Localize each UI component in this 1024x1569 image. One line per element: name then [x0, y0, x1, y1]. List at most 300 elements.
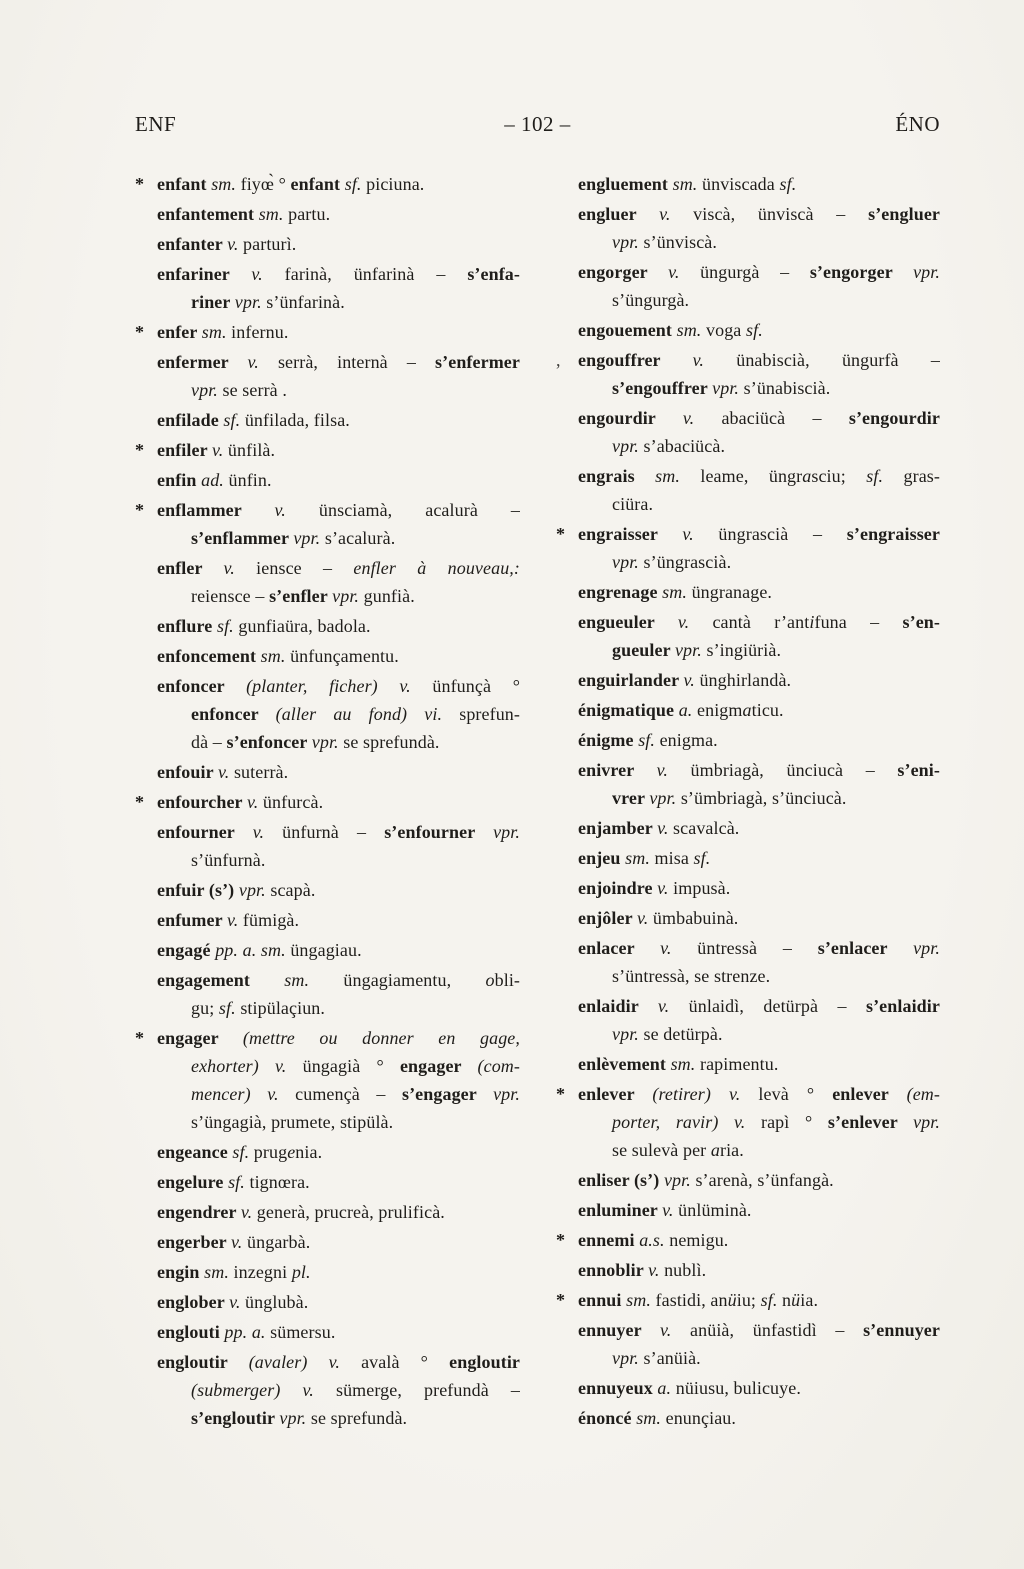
- text-run: vpr.: [712, 378, 744, 398]
- text-run: sümersu.: [270, 1322, 336, 1342]
- text-run: ennuyeux: [578, 1378, 658, 1398]
- text-run: v.: [247, 352, 278, 372]
- text-run: vrer: [612, 788, 650, 808]
- text-run: sm.: [655, 466, 701, 486]
- text-run: misa: [654, 848, 694, 868]
- entry-line: [157, 1168, 520, 1196]
- entry-line: [157, 582, 520, 610]
- text-run: serrà, internà –: [277, 352, 436, 372]
- text-run: sümerge, prefundà –: [335, 1380, 520, 1400]
- text-run: s’ünviscà.: [643, 232, 717, 252]
- dictionary-entry: [556, 756, 940, 812]
- text-run: enigm: [697, 700, 743, 720]
- text-run: sm.: [211, 174, 241, 194]
- text-run: porter, ravir) v.: [612, 1112, 761, 1132]
- text-run: ünghirlandà.: [699, 670, 792, 690]
- entry-line: [157, 1108, 520, 1136]
- text-run: sf.: [218, 998, 241, 1018]
- text-run: funa –: [814, 612, 903, 632]
- text-run: mencer) v.: [191, 1084, 296, 1104]
- text-run: üngagiamentu,: [343, 970, 486, 990]
- text-run: (planter, ficher) v.: [246, 676, 433, 696]
- dictionary-entry: [556, 666, 940, 694]
- text-run: v.: [252, 822, 283, 842]
- entry-line: [578, 170, 940, 198]
- text-run: ünfilada, filsa.: [244, 410, 350, 430]
- text-run: fastidi, an: [655, 1290, 728, 1310]
- text-run: gu;: [191, 998, 219, 1018]
- entry-line: [578, 784, 940, 812]
- text-run: (em-: [906, 1084, 940, 1104]
- text-run: sf.: [693, 848, 711, 868]
- text-run: ümbabuinà.: [652, 908, 739, 928]
- text-run: fiyœ̀ °: [240, 174, 291, 194]
- text-run: stipülaçiun.: [240, 998, 325, 1018]
- text-run: v.: [660, 938, 698, 958]
- star-marker: *: [556, 1230, 566, 1250]
- text-run: rapimentu.: [699, 1054, 779, 1074]
- entry-line: [578, 1226, 940, 1254]
- dictionary-entry: [556, 346, 940, 402]
- dictionary-entry: [135, 230, 520, 258]
- text-run: partu.: [288, 204, 331, 224]
- dictionary-entry: [135, 642, 520, 670]
- text-run: vpr.: [612, 552, 644, 572]
- text-run: leame, üngr: [700, 466, 803, 486]
- entry-line: [157, 318, 520, 346]
- text-run: engorger: [578, 262, 669, 282]
- dictionary-entry: [135, 1168, 520, 1196]
- entry-line: [578, 608, 940, 636]
- dictionary-entry: [556, 520, 940, 576]
- text-run: bli-: [494, 970, 521, 990]
- text-run: sciu;: [811, 466, 867, 486]
- text-run: vpr.: [238, 880, 271, 900]
- entry-line: [157, 466, 520, 494]
- text-run: parturì.: [243, 234, 297, 254]
- entry-line: [157, 700, 520, 728]
- text-run: v.: [657, 996, 689, 1016]
- text-run: s’acalurà.: [324, 528, 396, 548]
- entry-line: [578, 696, 940, 724]
- text-run: v.: [229, 1292, 246, 1312]
- text-run: a: [742, 700, 752, 720]
- text-run: enfoncer: [191, 704, 276, 724]
- entry-line: [578, 520, 940, 548]
- text-run: ünfunçamentu.: [290, 646, 399, 666]
- text-run: s’üngrascià.: [643, 552, 732, 572]
- entry-line: [578, 228, 940, 256]
- text-run: s’ünfarinà.: [266, 292, 345, 312]
- text-run: a: [710, 1140, 720, 1160]
- text-run: sm.: [258, 204, 289, 224]
- dictionary-entry: [135, 348, 520, 404]
- entry-line: [578, 1256, 940, 1284]
- text-run: v.: [682, 524, 719, 544]
- entry-line: [578, 200, 940, 228]
- text-run: enlaidir: [578, 996, 658, 1016]
- text-run: engloutir: [157, 1352, 249, 1372]
- text-run: üngrascià –: [718, 524, 847, 544]
- entry-line: [578, 286, 940, 314]
- dictionary-entry: [556, 904, 940, 932]
- text-run: engueuler: [578, 612, 678, 632]
- dictionary-entry: [556, 1196, 940, 1224]
- text-run: vpr.: [913, 938, 940, 958]
- entry-line: [157, 1228, 520, 1256]
- entry-line: [157, 230, 520, 258]
- dictionary-entry: [556, 934, 940, 990]
- entry-line: [157, 524, 520, 552]
- text-run: s’eni-: [897, 760, 940, 780]
- dictionary-entry: [556, 1316, 940, 1372]
- text-run: engeance: [157, 1142, 233, 1162]
- text-run: v.: [274, 500, 319, 520]
- text-run: s’engourdir: [848, 408, 940, 428]
- text-run: se serrà .: [222, 380, 287, 400]
- entry-line: [578, 1108, 940, 1136]
- text-run: se sprefundà.: [343, 732, 440, 752]
- text-run: ünabiscià, üngurfà –: [736, 350, 940, 370]
- dictionary-entry: [556, 844, 940, 872]
- text-run: reiensce –: [191, 586, 270, 606]
- text-run: voga: [706, 320, 746, 340]
- dictionary-entry: [556, 1226, 940, 1254]
- text-run: s’engager: [401, 1084, 494, 1104]
- star-marker: *: [556, 1084, 566, 1104]
- text-run: üngagià °: [302, 1056, 400, 1076]
- text-run: s’enfa-: [467, 264, 520, 284]
- entry-line: [157, 406, 520, 434]
- entry-line: [578, 1196, 940, 1224]
- text-run: s’ümbriagà, s’ünciucà.: [680, 788, 847, 808]
- entry-line: [578, 258, 940, 286]
- dictionary-entry: [556, 726, 940, 754]
- text-run: v.: [677, 612, 713, 632]
- entry-line: [157, 1024, 520, 1052]
- text-run: engluement: [578, 174, 673, 194]
- text-run: farinà, ünfarinà –: [284, 264, 468, 284]
- entry-line: [578, 962, 940, 990]
- entry-line: [578, 1374, 940, 1402]
- text-run: englouti: [157, 1322, 225, 1342]
- text-run: nia.: [295, 1142, 323, 1162]
- text-run: cantà r’ant: [712, 612, 810, 632]
- entry-line: [578, 548, 940, 576]
- text-run: v.: [226, 910, 243, 930]
- text-run: vpr.: [663, 1170, 696, 1190]
- text-run: engagement: [157, 970, 285, 990]
- text-run: v.: [240, 1202, 257, 1222]
- entry-line: [578, 1166, 940, 1194]
- text-run: enfariner: [157, 264, 252, 284]
- text-run: engendrer: [157, 1202, 241, 1222]
- entry-line: [157, 846, 520, 874]
- text-run: enlèvement: [578, 1054, 671, 1074]
- dictionary-entry: [556, 1374, 940, 1402]
- entry-line: [157, 1138, 520, 1166]
- entry-line: [157, 818, 520, 846]
- text-run: a.s.: [639, 1230, 670, 1250]
- star-marker: *: [135, 792, 145, 812]
- entry-line: [157, 612, 520, 640]
- dictionary-entry: [135, 612, 520, 640]
- text-run: tignœra.: [249, 1172, 310, 1192]
- text-run: s’en-: [902, 612, 940, 632]
- text-run: enfler: [157, 558, 224, 578]
- entry-line: [157, 788, 520, 816]
- text-run: vpr.: [311, 732, 344, 752]
- entry-line: [157, 170, 520, 198]
- text-run: gunfià.: [363, 586, 415, 606]
- entry-line: [578, 666, 940, 694]
- dictionary-entry: [135, 466, 520, 494]
- text-run: engin: [157, 1262, 205, 1282]
- star-marker: *: [135, 440, 145, 460]
- text-run: enflure: [157, 616, 217, 636]
- entry-line: [578, 1050, 940, 1078]
- entry-line: [578, 346, 940, 374]
- left-column: [135, 170, 520, 1434]
- text-run: vpr.: [612, 1024, 644, 1044]
- text-run: ünfunçà °: [432, 676, 520, 696]
- text-run: v.: [683, 670, 700, 690]
- text-run: v.: [668, 262, 701, 282]
- text-run: enivrer: [578, 760, 657, 780]
- text-run: pp. a. sm.: [215, 940, 291, 960]
- entry-line: [157, 496, 520, 524]
- text-run: scapà.: [270, 880, 316, 900]
- entry-line: [157, 966, 520, 994]
- entry-line: [157, 642, 520, 670]
- text-run: abaciücà –: [721, 408, 849, 428]
- dictionary-entry: [556, 1404, 940, 1432]
- dictionary-entry: [556, 200, 940, 256]
- dictionary-entry: [556, 462, 940, 518]
- text-run: ünlüminà.: [678, 1200, 752, 1220]
- text-run: avalà °: [361, 1352, 450, 1372]
- entry-line: [578, 934, 940, 962]
- entry-line: [578, 1020, 940, 1048]
- dictionary-entry: [556, 608, 940, 664]
- text-run: ünfurcà.: [262, 792, 324, 812]
- text-run: sm.: [626, 1290, 656, 1310]
- text-run: n: [782, 1290, 792, 1310]
- text-run: pp. a.: [224, 1322, 271, 1342]
- text-run: engerber: [157, 1232, 232, 1252]
- text-run: vpr.: [913, 1112, 940, 1132]
- text-run: ia.: [800, 1290, 819, 1310]
- text-run: s’üntressà, se strenze.: [612, 966, 771, 986]
- text-run: s’enfoncer: [226, 732, 312, 752]
- text-run: engloutir: [449, 1352, 521, 1372]
- text-run: nublì.: [664, 1260, 707, 1280]
- text-run: ünsciamà, acalurà –: [318, 500, 520, 520]
- text-run: enfant: [157, 174, 212, 194]
- entry-line: [578, 874, 940, 902]
- entry-line: [578, 404, 940, 432]
- entry-line: [157, 1198, 520, 1226]
- text-run: prug: [253, 1142, 288, 1162]
- text-run: enfanter: [157, 234, 228, 254]
- text-run: sf.: [223, 410, 245, 430]
- text-run: vpr.: [332, 586, 364, 606]
- text-run: a.: [678, 700, 698, 720]
- text-run: se detürpà.: [643, 1024, 723, 1044]
- entry-line: [157, 1348, 520, 1376]
- entry-line: [578, 904, 940, 932]
- text-run: sf.: [779, 174, 797, 194]
- text-run: ria.: [719, 1140, 744, 1160]
- text-run: engager: [399, 1056, 478, 1076]
- text-run: v.: [246, 792, 263, 812]
- text-run: enfuir (s’): [157, 880, 239, 900]
- entry-line: [157, 288, 520, 316]
- text-run: enfin: [157, 470, 202, 490]
- text-run: se sulevà per: [612, 1140, 711, 1160]
- entry-line: [578, 992, 940, 1020]
- text-run: inzegni: [233, 1262, 292, 1282]
- text-run: engrais: [578, 466, 656, 486]
- text-run: gueuler: [612, 640, 675, 660]
- text-run: engrenage: [578, 582, 663, 602]
- text-run: s’ünabiscià.: [743, 378, 831, 398]
- text-run: sm.: [201, 322, 232, 342]
- text-run: s’engouffrer: [612, 378, 713, 398]
- entry-line: [578, 814, 940, 842]
- text-run: v.: [217, 762, 234, 782]
- text-run: a: [802, 466, 812, 486]
- entry-line: [157, 1052, 520, 1080]
- text-run: s’enfourner: [384, 822, 494, 842]
- text-run: üngranage.: [691, 582, 773, 602]
- text-run: s’enlacer: [817, 938, 914, 958]
- text-run: énoncé: [578, 1408, 637, 1428]
- dictionary-entry: [135, 436, 520, 464]
- text-run: vpr.: [612, 1348, 644, 1368]
- text-run: enunçiau.: [665, 1408, 736, 1428]
- text-run: üngagiau.: [290, 940, 362, 960]
- text-run: (aller au fond) vi.: [275, 704, 460, 724]
- star-marker: *: [135, 1028, 145, 1048]
- text-run: v.: [636, 908, 653, 928]
- text-run: enfourner: [157, 822, 253, 842]
- dictionary-entry: [556, 1080, 940, 1164]
- text-run: enluminer: [578, 1200, 663, 1220]
- text-run: vpr.: [612, 232, 644, 252]
- text-run: o: [485, 970, 495, 990]
- text-run: exhorter) v.: [191, 1056, 303, 1076]
- text-run: enguirlander: [578, 670, 684, 690]
- text-run: (retirer) v.: [652, 1084, 759, 1104]
- text-run: sf.: [344, 174, 367, 194]
- text-run: a.: [657, 1378, 676, 1398]
- entry-line: [157, 1288, 520, 1316]
- dictionary-entry: [135, 406, 520, 434]
- text-run: v.: [648, 1260, 665, 1280]
- dictionary-entry: [135, 1288, 520, 1316]
- dictionary-entry: [556, 258, 940, 314]
- text-run: s’enflammer: [191, 528, 294, 548]
- text-run: ennemi: [578, 1230, 640, 1250]
- dictionary-entry: [135, 876, 520, 904]
- text-run: s’anüià.: [643, 1348, 701, 1368]
- text-run: ü: [791, 1290, 801, 1310]
- text-run: énigme: [578, 730, 639, 750]
- text-run: engouffrer: [578, 350, 693, 370]
- text-run: ünfilà.: [227, 440, 276, 460]
- entry-line: [157, 1376, 520, 1404]
- entry-line: [157, 728, 520, 756]
- text-run: enfantement: [157, 204, 259, 224]
- margin-mark: ,: [556, 350, 561, 370]
- page-header: [135, 112, 940, 137]
- entry-line: [157, 376, 520, 404]
- entry-line: [157, 1318, 520, 1346]
- dictionary-entry: [556, 1286, 940, 1314]
- entry-line: [578, 490, 940, 518]
- text-run: üngarbà.: [247, 1232, 311, 1252]
- text-run: enfermer: [157, 352, 248, 372]
- text-run: ciüra.: [612, 494, 654, 514]
- dictionary-entry: [135, 1318, 520, 1346]
- entry-line: [578, 726, 940, 754]
- text-run: riner: [191, 292, 235, 312]
- text-run: üngurgà –: [700, 262, 810, 282]
- entry-line: [578, 374, 940, 402]
- text-run: engager: [157, 1028, 243, 1048]
- text-run: sm.: [636, 1408, 666, 1428]
- entry-line: [578, 432, 940, 460]
- text-run: vpr.: [279, 1408, 311, 1428]
- text-run: pl.: [291, 1262, 311, 1282]
- text-run: enlacer: [578, 938, 661, 958]
- text-run: viscà, ünviscà –: [693, 204, 869, 224]
- text-run: v.: [660, 1320, 691, 1340]
- dictionary-entry: [556, 404, 940, 460]
- text-run: ü: [727, 1290, 737, 1310]
- text-run: iensce –: [256, 558, 354, 578]
- dictionary-entry: [135, 1024, 520, 1136]
- entry-line: [157, 260, 520, 288]
- text-run: engelure: [157, 1172, 229, 1192]
- text-run: englober: [157, 1292, 230, 1312]
- entry-line: [578, 844, 940, 872]
- text-run: levà °: [758, 1084, 833, 1104]
- text-run: enfiler: [157, 440, 212, 460]
- dictionary-entry: [135, 318, 520, 346]
- text-run: dà –: [191, 732, 227, 752]
- text-run: ümbriagà, ünciucà –: [690, 760, 898, 780]
- text-run: engouement: [578, 320, 677, 340]
- entry-line: [578, 1404, 940, 1432]
- text-run: v.: [657, 878, 674, 898]
- text-run: sm.: [260, 646, 291, 666]
- entry-line: [578, 1136, 940, 1164]
- text-run: enjoindre: [578, 878, 658, 898]
- text-run: v.: [227, 234, 244, 254]
- entry-line: [578, 636, 940, 664]
- text-run: s’enlever: [827, 1112, 914, 1132]
- text-run: (avaler) v.: [248, 1352, 362, 1372]
- text-run: ünviscada: [702, 174, 780, 194]
- text-run: vpr.: [612, 436, 644, 456]
- text-run: enfler à nouveau,:: [353, 558, 520, 578]
- text-run: s’üngurgà.: [612, 290, 690, 310]
- dictionary-entry: [135, 788, 520, 816]
- dictionary-entry: [135, 496, 520, 552]
- entry-line: [157, 200, 520, 228]
